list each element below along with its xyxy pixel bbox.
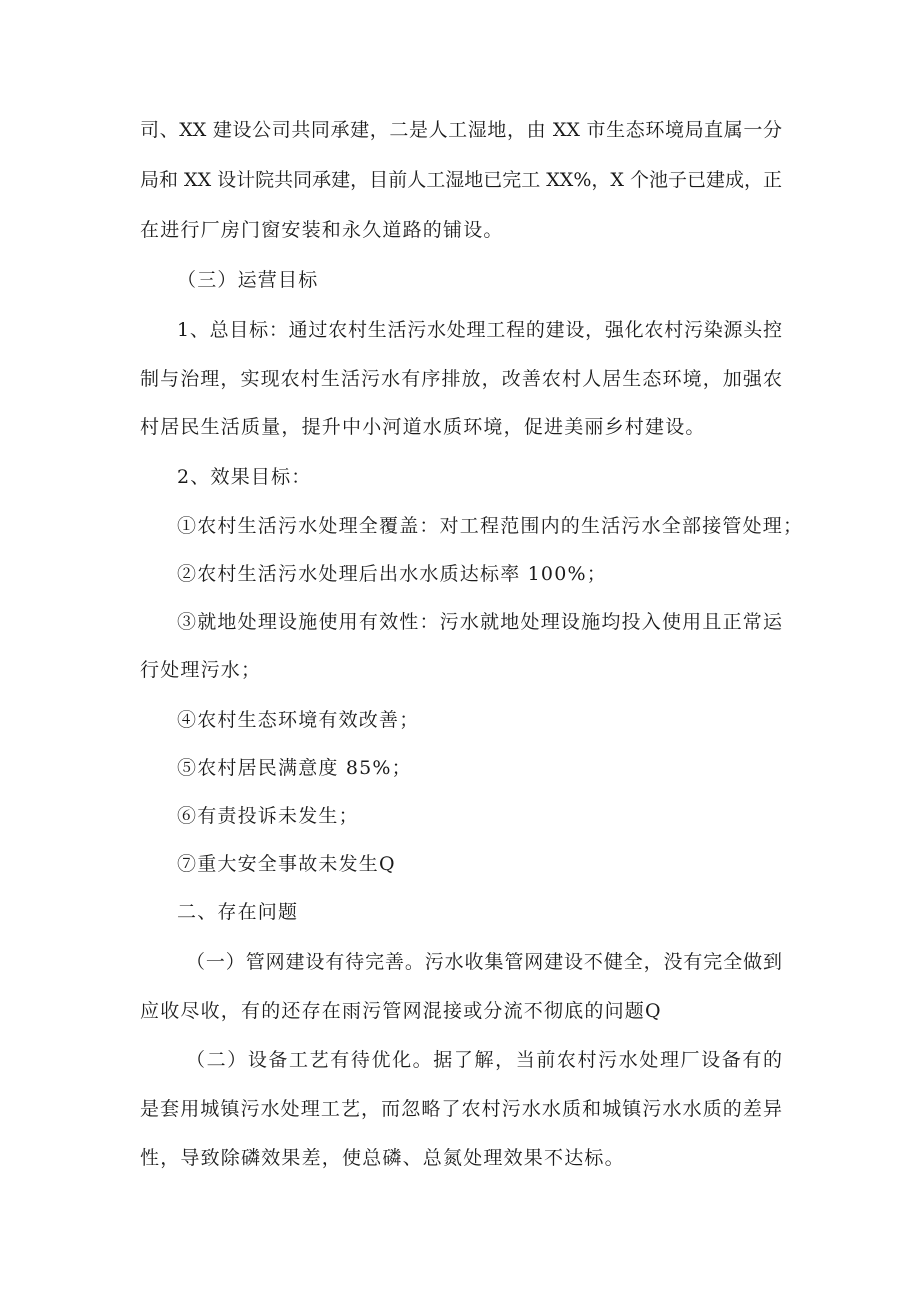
paragraph-line: 性，导致除磷效果差，使总磷、总氮处理效果不达标。 xyxy=(140,1147,625,1169)
paragraph-line: 制与治理，实现农村生活污水有序排放，改善农村人居生态环境，加强农 xyxy=(140,368,782,390)
list-item: ④农村生态环境有效改善； xyxy=(177,709,420,731)
section-heading: （三）运营目标 xyxy=(177,269,319,291)
paragraph-line: 应收尽收，有的还存在雨污管网混接或分流不彻底的问题Q xyxy=(140,1000,662,1022)
list-item-continuation: 行处理污水； xyxy=(140,659,262,681)
paragraph-line: 1、总目标：通过农村生活污水处理工程的建设，强化农村污染源头控 xyxy=(177,319,782,341)
list-item: ⑦重大安全事故未发生Q xyxy=(177,853,396,875)
paragraph-line: （二）设备工艺有待优化。据了解，当前农村污水处理厂设备有的 xyxy=(186,1049,782,1071)
paragraph-line: 司、XX 建设公司共同承建，二是人工湿地，由 XX 市生态环境局直属一分 xyxy=(140,119,782,141)
subheading: 2、效果目标： xyxy=(177,466,312,488)
section-heading: 二、存在问题 xyxy=(177,901,299,923)
list-item: ①农村生活污水处理全覆盖：对工程范围内的生活污水全部接管处理； xyxy=(177,515,804,537)
paragraph-line: 是套用城镇污水处理工艺，而忽略了农村污水水质和城镇污水水质的差异 xyxy=(140,1098,782,1120)
paragraph-line: 在进行厂房门窗安装和永久道路的铺设。 xyxy=(140,219,504,241)
paragraph-line: 局和 XX 设计院共同承建，目前人工湿地已完工 XX%，X 个池子已建成，正 xyxy=(140,169,782,191)
list-item: ③就地处理设施使用有效性：污水就地处理设施均投入使用且正常运 xyxy=(177,611,782,633)
list-item: ⑤农村居民满意度 85%； xyxy=(177,757,412,779)
paragraph-line: （一）管网建设有待完善。污水收集管网建设不健全，没有完全做到 xyxy=(186,951,782,973)
list-item: ②农村生活污水处理后出水水质达标率 100%； xyxy=(177,563,607,585)
list-item: ⑥有责投诉未发生； xyxy=(177,805,359,827)
paragraph-line: 村居民生活质量，提升中小河道水质环境，促进美丽乡村建设。 xyxy=(140,416,706,438)
